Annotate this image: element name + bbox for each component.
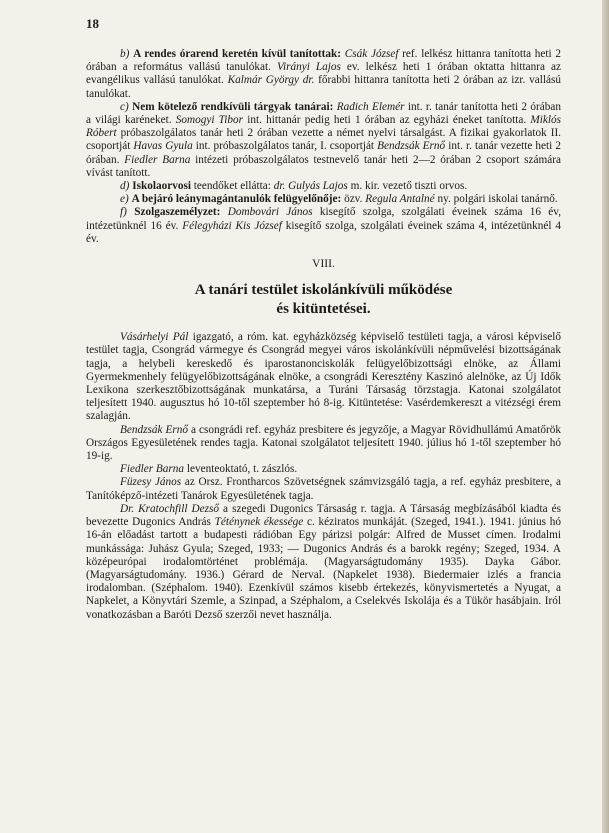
section-title-line-2: és kitüntetései. (276, 301, 371, 318)
text-run: ref. lelkész hittanra tanította heti 2 órában a református vallású tanulókat. (86, 48, 561, 74)
text-run: az Orsz. Frontharcos Szövetségnek számvizsgáló tagja, a ref. egyház presbitere, a Tanítóképző-intézeti Tanárok Egyesületének tagja. (86, 476, 561, 502)
text-run: kisegítő szolga, szolgálati éveinek száma 4, intézetünknél 4 év. (86, 219, 561, 245)
italic-text: Virányi Lajos (276, 61, 341, 74)
italic-text: Fiedler Barna (124, 153, 191, 166)
section-number: VIII. (312, 258, 335, 271)
bold-text: A rendes órarend keretén kívül tanítottak: (133, 48, 342, 60)
italic-text: Vásárhelyi Pál (120, 331, 189, 344)
text-run (220, 206, 227, 218)
faculty-activities (86, 331, 561, 621)
italic-text: Dombovári János (227, 206, 313, 219)
text-run: intézeti próbaszolgálatos testnevelő tanár heti 2—2 órában 2 csoport számára vívást tanított. (86, 153, 561, 179)
italic-text: Havas Gyula (133, 140, 193, 153)
paragraph (86, 206, 561, 246)
italic-text: dr. Gulyás Lajos (273, 180, 348, 193)
italic-text: Miklós Róbert (86, 114, 561, 140)
text-run: leventeoktató, t. zászlós. (184, 463, 298, 476)
paragraph (86, 463, 561, 476)
paragraph (86, 331, 561, 423)
page-number: 18 (86, 16, 99, 31)
text-run: int. r. tanár tanította heti 2 órában a világi karéneket. (86, 100, 561, 127)
italic-text: Dr. Kratochfill Dezső (120, 502, 220, 515)
text-run: int. hittanár pedig heti 1 órában az egyházi éneket tanította. (243, 114, 531, 127)
paragraph (86, 101, 561, 180)
text-run: igazgató, a róm. kat. egyházközség képviselő testületi tagja, a városi képviselő testület tagja, Csongrád vármegye és Csongrád megyei város iskolánkívüli népművelési bizottságának tagja, a helybeli kereskedő és iparostanonciskolák felügyelőbizottsági elnöke, az Állami Gyermekmenhely felügyelőbizottságának elnöke, a csongrádi Keresztény Kaszinó alelnöke, az Új Idők Lexikona szerkesztőbizottságának munkatársa, a Turáni Társaság törzstagja. Katonai szolgálatot teljesített 1940. augusztus hó 10-től szeptember hó 8-ig. Kitüntetése: Vasérdemkereszt a vitézségi érem szalagján. (86, 331, 561, 423)
paragraph (86, 424, 561, 464)
section-title-line-1: A tanári testület iskolánkívüli működése (194, 282, 453, 299)
staff-list (86, 48, 561, 246)
text-run: int. r. tanár vezette heti 2 órában. (86, 140, 561, 166)
page-edge-shadow (602, 0, 609, 833)
italic-text: Somogyi Tibor (175, 114, 244, 127)
italic-text: Bendzsák Ernő (377, 140, 446, 153)
italic-text: Bendzsák Ernő (120, 423, 189, 436)
paragraph (86, 503, 561, 622)
italic-text: Téténynek ékessége (214, 516, 304, 529)
italic-text: Fiedler Barna (120, 463, 185, 476)
paragraph (86, 193, 561, 206)
paragraph (86, 180, 561, 193)
italic-text: Csák József (344, 48, 399, 60)
italic-text: Félegyházi Kis József (182, 219, 282, 232)
italic-text: Radich Elemér (336, 100, 405, 113)
text-run: ev. lelkész heti 1 órában oktatta hittanra az evangélikus vallású tanulókat. (86, 61, 562, 87)
bold-text: Nem kötelező rendkívüli tárgyak tanárai: (132, 100, 334, 113)
text-run: teendőket ellátta: (190, 180, 274, 193)
text-run: int. próbaszolgálatos tanár, I. csoportját (192, 140, 378, 153)
section-title (86, 281, 561, 319)
text-run: ny. polgári iskolai tanárnő. (434, 193, 558, 206)
text-run: kisegítő szolga, szolgálati éveinek száma 16 év, intézetünknél 16 év. (86, 206, 562, 232)
body-text (86, 48, 561, 622)
text-run: özv. (341, 193, 366, 206)
italic-text: e) (120, 193, 132, 206)
italic-text: d) (120, 180, 133, 193)
text-run: m. kir. vezető tiszti orvos. (347, 180, 468, 193)
italic-text: Regula Antalné (365, 193, 435, 206)
text-run: próbaszolgálatos tanár heti 2 órában vezette a német nyelvi társalgást. A fizikai gyakorlatok II. csoportját (86, 127, 561, 153)
italic-text: f) (120, 206, 135, 219)
italic-text: Kalmár György dr. (227, 74, 315, 87)
bold-text: A bejáró leánymagántanulók felügyelőnője: (131, 193, 342, 206)
text-run: a csongrádi ref. egyház presbitere és jegyzője, a Magyar Rövidhullámú Amatőrök Országos Egyesületének rendes tagja. Katonai szolgálatot teljesített 1940. július hó 1-től szeptember hó 19-ig. (86, 423, 562, 463)
italic-text: Füzesy János (120, 476, 182, 489)
bold-text: Iskolaorvosi (132, 180, 191, 193)
text-run: c. kéziratos munkáját. (Szeged, 1941.). 1941. június hó 16-án előadást tartott a budapesti rádióban Egy párizsi polgár: Alfred de Musset címen. Irodalmi munkássága: Juhász Gyula; Szeged, 1933; — Dugonics András és a barokk regény; Szeged, 1934. A középeurópai irodalomtörténet problémája. (Magyarságtudomány 1935). Dayka Gábor. (Magyarságtudomány. 1936.) Gérard de Nerval. (Napkelet 1938). Biedermaier izlés a francia irodalomban. (Széphalom. 1940). Ezenkívül számos kisebb értekezés, könyvismertetés a Nyugat, a Napkelet, a Könyvtári Szemle, a Szinpad, a Széphalom, a Cselekvés Iskolája és a Tükör hasábjain. Iról vonatkozásban a Baróti Dezső szerzői nevet használja. (86, 516, 561, 621)
paragraph (86, 48, 561, 101)
text-run: főrabbi hittanra tanította heti 2 órában az izr. vallású tanulókat. (86, 74, 561, 100)
italic-text: c) (120, 100, 133, 113)
text-run: a szegedi Dugonics Társaság r. tagja. A Társaság megbízásából kiadta és bevezette Dugonics András (86, 502, 561, 529)
italic-text: b) (120, 48, 134, 60)
bold-text: Szolgaszemélyzet: (134, 206, 221, 219)
paragraph (86, 476, 561, 502)
